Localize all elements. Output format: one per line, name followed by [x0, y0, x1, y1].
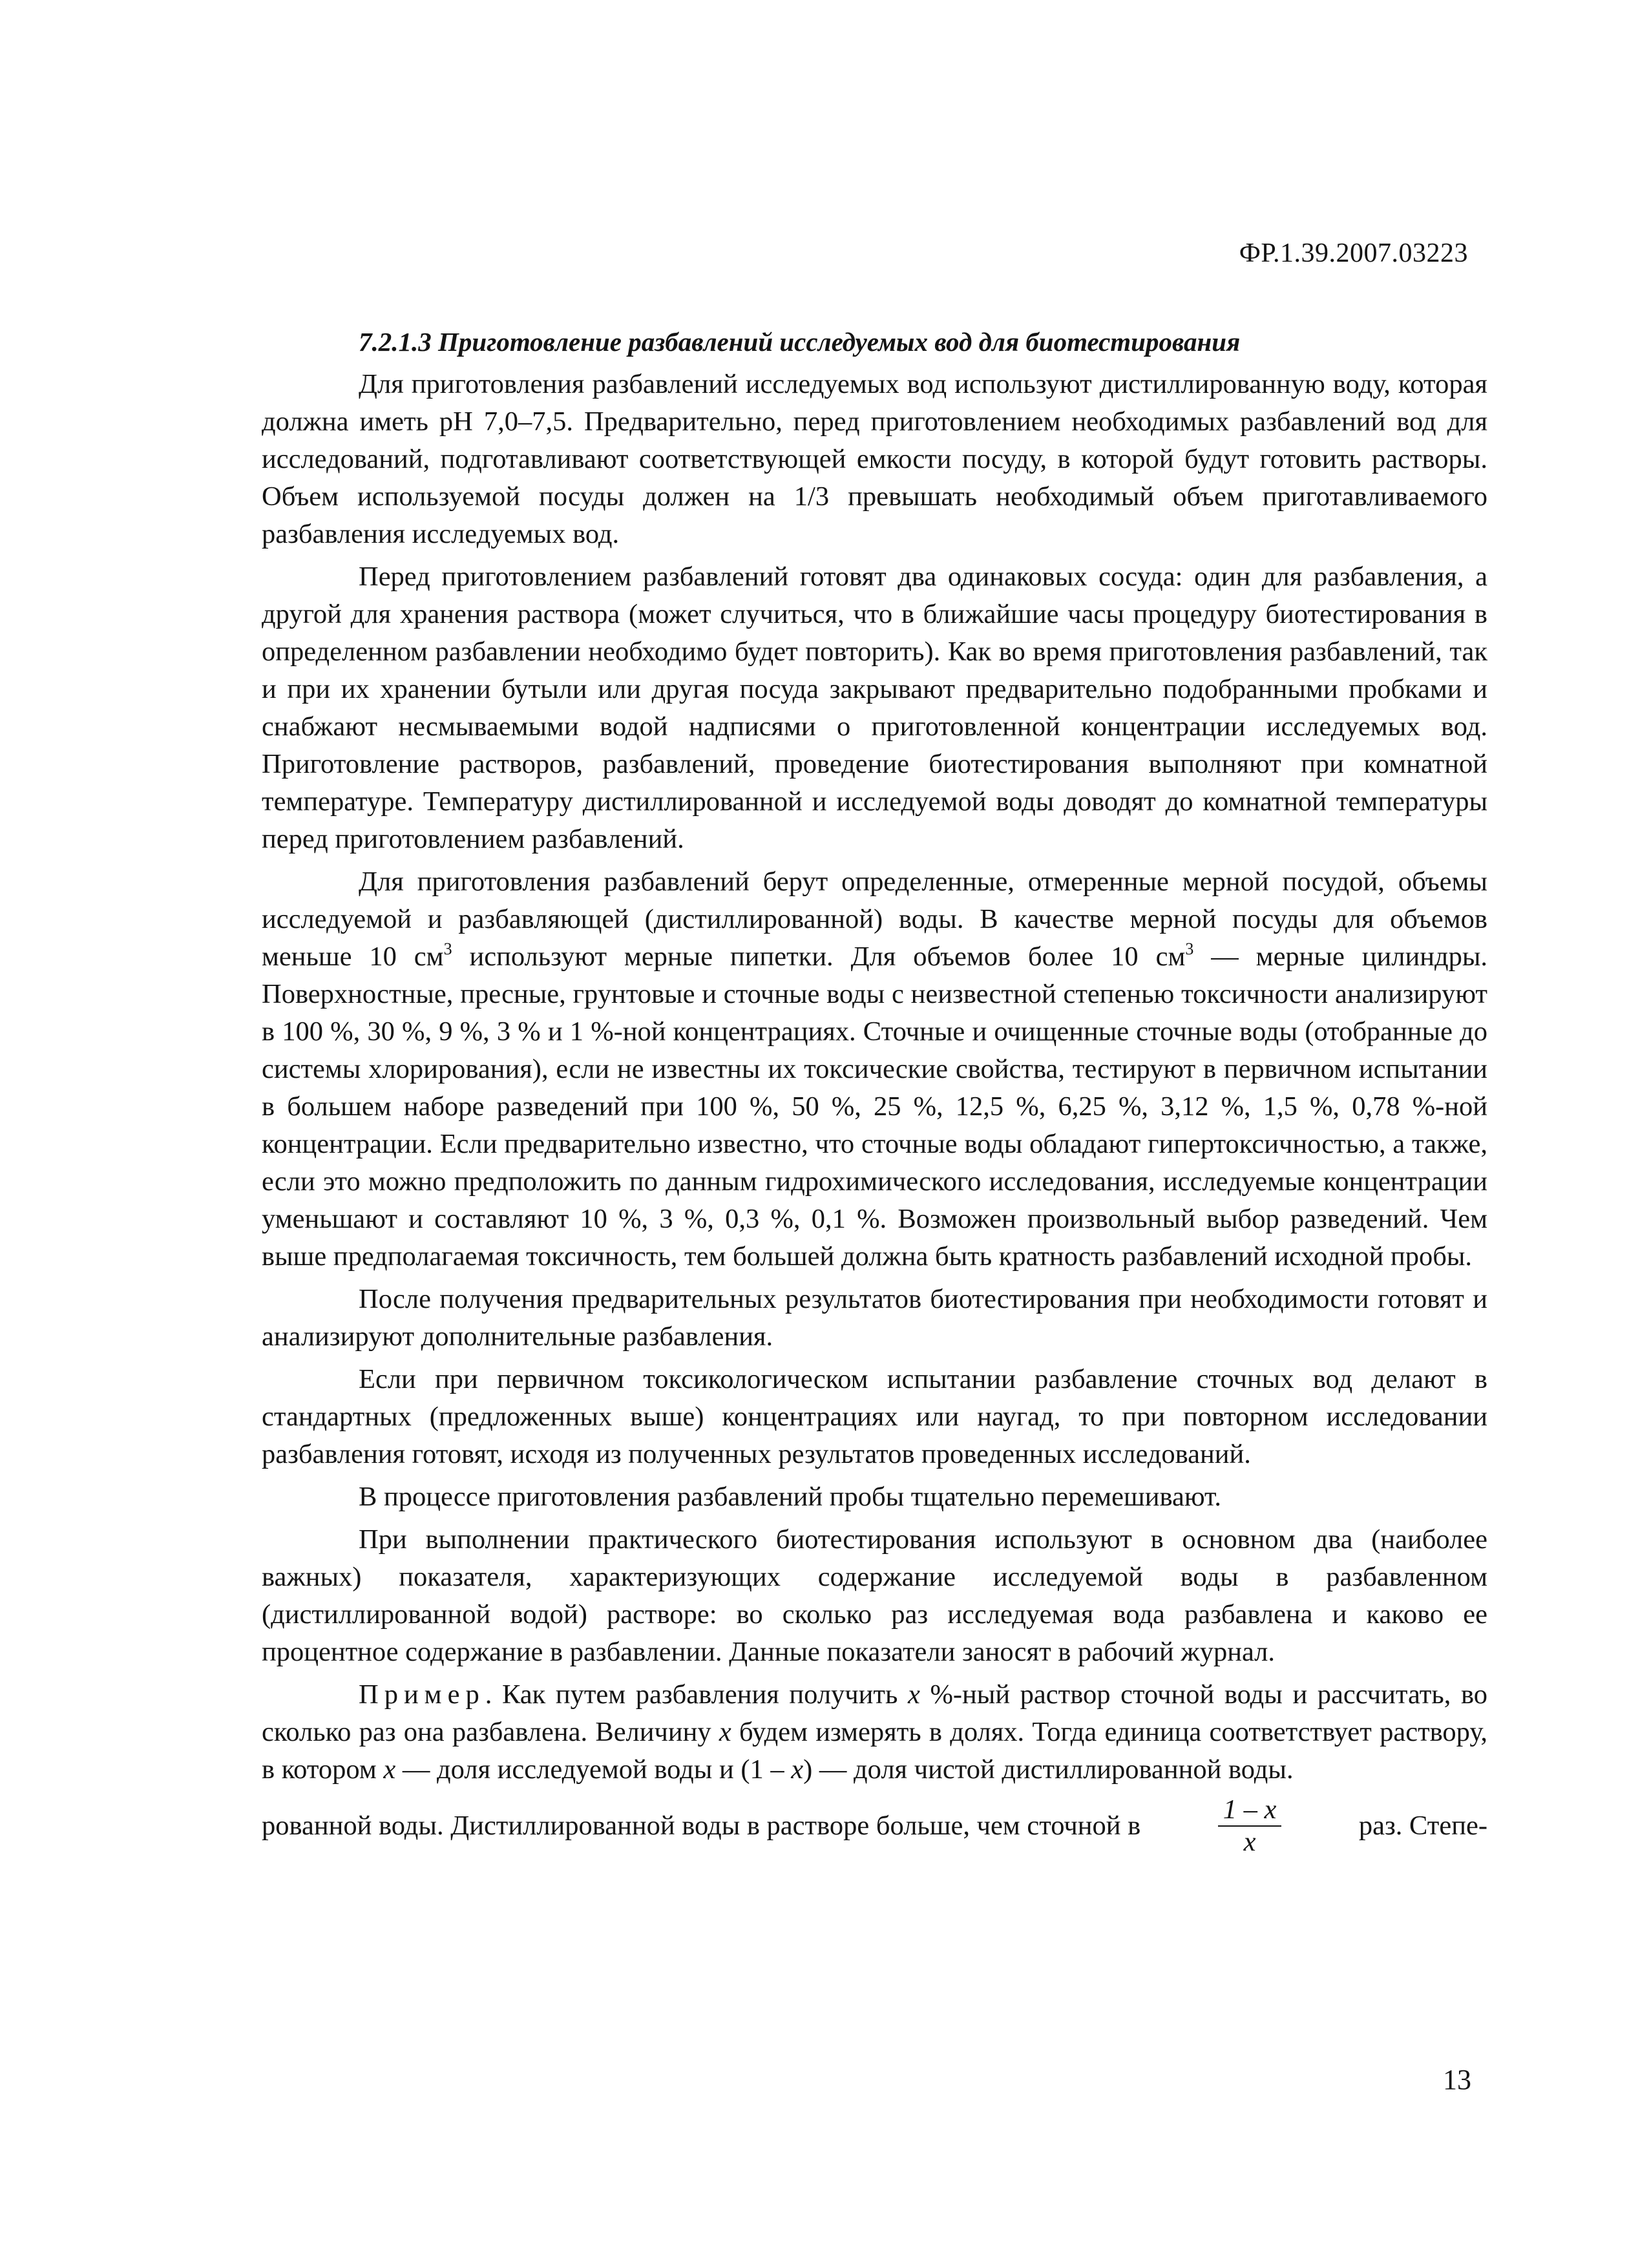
- paragraph-8: [262, 1676, 1487, 1789]
- fraction-numerator: 1 – x: [1218, 1794, 1282, 1827]
- formula-line-left: рованной воды. Дистиллированной воды в растворе больше, чем сточной в: [262, 1811, 1141, 1841]
- formula-line: [262, 1789, 1487, 1864]
- paragraph-3-part-3: — мерные цилиндры. Поверхностные, пресные, грунтовые и сточные воды с неизвестной степенью токсичности анализируют в 100 %, 30 %, 9 %, 3 % и 1 %-ной концентрациях. Сточные и очищенные сточные воды (отобранные до системы хлорирования), если не известны их токсические свойства, тестируют в первичном испытании в большем наборе разведений при 100 %, 50 %, 25 %, 12,5 %, 6,25 %, 3,12 %, 1,5 %, 0,78 %-ной концентрации. Если предварительно известно, что сточные воды обладают гипертоксичностью, а также, если это можно предположить по данным гидрохимического исследования, исследуемые концентрации уменьшают и составляют 10 %, 3 %, 0,3 %, 0,1 %. Возможен произвольный выбор разведений. Чем выше предполагаемая токсичность, тем большей должна быть кратность разбавлений исходной пробы.: [262, 941, 1487, 1272]
- formula-line-right: раз. Степе-: [1358, 1811, 1487, 1841]
- variable-x: x: [383, 1754, 396, 1785]
- variable-x: x: [791, 1754, 804, 1785]
- fraction: [1218, 1794, 1282, 1858]
- paragraph-3-part-1: Для приготовления разбавлений берут определенные, отмеренные мерной посудой, объемы исследуемой и разбавляющей (дистиллированной) воды. В качестве мерной посуды для объемов меньше 10 см: [262, 866, 1487, 972]
- paragraph-8-part-3: будем измерять в долях. Тогда единица соответствует раствору, в котором: [262, 1717, 1487, 1785]
- superscript-cubed: 3: [1185, 939, 1194, 958]
- fraction-denominator: x: [1243, 1827, 1256, 1857]
- paragraph-6: В процессе приготовления разбавлений пробы тщательно перемешивают.: [359, 1482, 1222, 1512]
- example-label: Пример: [359, 1679, 485, 1710]
- document-code: ФР.1.39.2007.03223: [1239, 238, 1468, 268]
- paragraph-8-part-4: — доля исследуемой воды и (1 –: [395, 1754, 792, 1785]
- variable-x: x: [907, 1679, 920, 1710]
- variable-x: x: [719, 1717, 731, 1747]
- paragraph-2: Перед приготовлением разбавлений готовят два одинаковых сосуда: один для разбавления, а другой для хранения раствора (может случиться, что в ближайшие часы процедуру биотестирования в определенном разбавлении необходимо будет повторить). Как во время приготовления разбавлений, так и при их хранении бутыли или другая посуда закрывают предварительно подобранными пробками и снабжают несмываемыми водой надписями о приготовленной концентрации исследуемых вод. Приготовление растворов, разбавлений, проведение биотестирования выполняют при комнатной температуре. Температуру дистиллированной и исследуемой воды доводят до комнатной температуры перед приготовлением разбавлений.: [262, 562, 1487, 854]
- paragraph-4: После получения предварительных результатов биотестирования при необходимости готовят и анализируют дополнительные разбавления.: [262, 1284, 1487, 1352]
- paragraph-8-part-2: %-ный раствор сточной воды и рассчитать, во сколько раз она разбавлена. Величину: [262, 1679, 1487, 1747]
- paragraph-3: [262, 863, 1487, 1276]
- paragraph-1: Для приготовления разбавлений исследуемых вод используют дистиллированную воду, которая должна иметь рН 7,0–7,5. Предварительно, перед приготовлением необходимых разбавлений вод для исследований, подготавливают соответствующей емкости посуду, в которой будут готовить растворы. Объем используемой посуды должен на 1/3 превышать необходимый объем приготавливаемого разбавления исследуемых вод.: [262, 369, 1487, 549]
- paragraph-7: При выполнении практического биотестирования используют в основном два (наиболее важных) показателя, характеризующих содержание исследуемой воды в разбавленном (дистиллированной водой) растворе: во сколько раз исследуемая вода разбавлена и каково ее процентное содержание в разбавлении. Данные показатели заносят в рабочий журнал.: [262, 1524, 1487, 1667]
- paragraph-8-part-5: ) — доля чистой дистиллированной воды.: [803, 1754, 1294, 1785]
- section-heading: 7.2.1.3 Приготовление разбавлений исследуемых вод для биотестирования: [359, 327, 1241, 357]
- paragraph-8-part-1: . Как путем разбавления получить: [485, 1679, 908, 1710]
- paragraph-5: Если при первичном токсикологическом испытании разбавление сточных вод делают в стандартных (предложенных выше) концентрациях или наугад, то при повторном исследовании разбавления готовят, исходя из полученных результатов проведенных исследований.: [262, 1364, 1487, 1469]
- page-number: 13: [1443, 2064, 1471, 2095]
- page-content: [262, 323, 1487, 1864]
- superscript-cubed: 3: [443, 939, 452, 958]
- paragraph-3-part-2: используют мерные пипетки. Для объемов более 10 см: [452, 941, 1186, 972]
